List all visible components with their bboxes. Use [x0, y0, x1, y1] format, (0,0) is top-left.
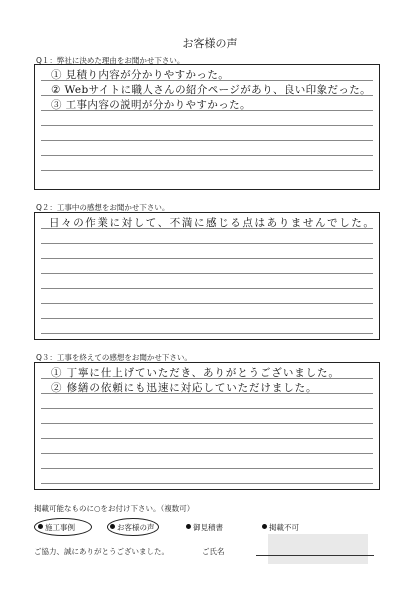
q3-answer-box — [34, 362, 380, 490]
q1-label: Q１：弊社に決めた理由をお聞かせ下さい。 — [36, 56, 185, 65]
name-line — [256, 555, 374, 556]
bullet-dot-icon — [262, 524, 267, 529]
page-title: お客様の声 — [182, 37, 238, 50]
q3-answer-1: ① 丁寧に仕上げていただき、ありがとうございました。 — [51, 367, 340, 379]
option-label: 御見積書 — [193, 523, 223, 532]
q1-answer-1: ① 見積り内容が分かりやすかった。 — [51, 69, 230, 81]
selected-circle-mark — [34, 518, 92, 536]
q1-answer-3: ③ 工事内容の説明が分かりやすかった。 — [51, 99, 251, 111]
option-label: 施工事例 — [45, 523, 75, 532]
option-label: お客様の声 — [117, 523, 155, 532]
q2-answer-1: 日々の作業に対して、不満に感じる点はありませんでした。 — [49, 217, 376, 229]
thanks-message: ご協力、誠にありがとうございました。 — [34, 547, 169, 556]
q3-label: Q３：工事を終えての感想をお聞かせ下さい。 — [36, 353, 192, 362]
q2-label: Q２：工事中の感想をお聞かせ下さい。 — [36, 203, 170, 212]
selected-circle-mark — [107, 518, 159, 536]
redacted-name — [268, 534, 368, 564]
q2-answer-box — [34, 212, 380, 340]
bullet-dot-icon — [186, 524, 191, 529]
option-estimate[interactable] — [186, 522, 223, 533]
q3-answer-2: ② 修繕の依頼にも迅速に対応していただけました。 — [51, 382, 318, 394]
option-label: 掲載不可 — [269, 523, 299, 532]
name-label: ご氏名 — [202, 547, 225, 556]
q1-answer-2: ② Webサイトに職人さんの紹介ページがあり、良い印象だった。 — [51, 84, 372, 96]
publish-instruction: 掲載可能なものに○をお付け下さい。（複数可） — [34, 504, 195, 513]
q1-answer-box — [34, 64, 380, 190]
option-no-publish[interactable] — [262, 522, 299, 533]
